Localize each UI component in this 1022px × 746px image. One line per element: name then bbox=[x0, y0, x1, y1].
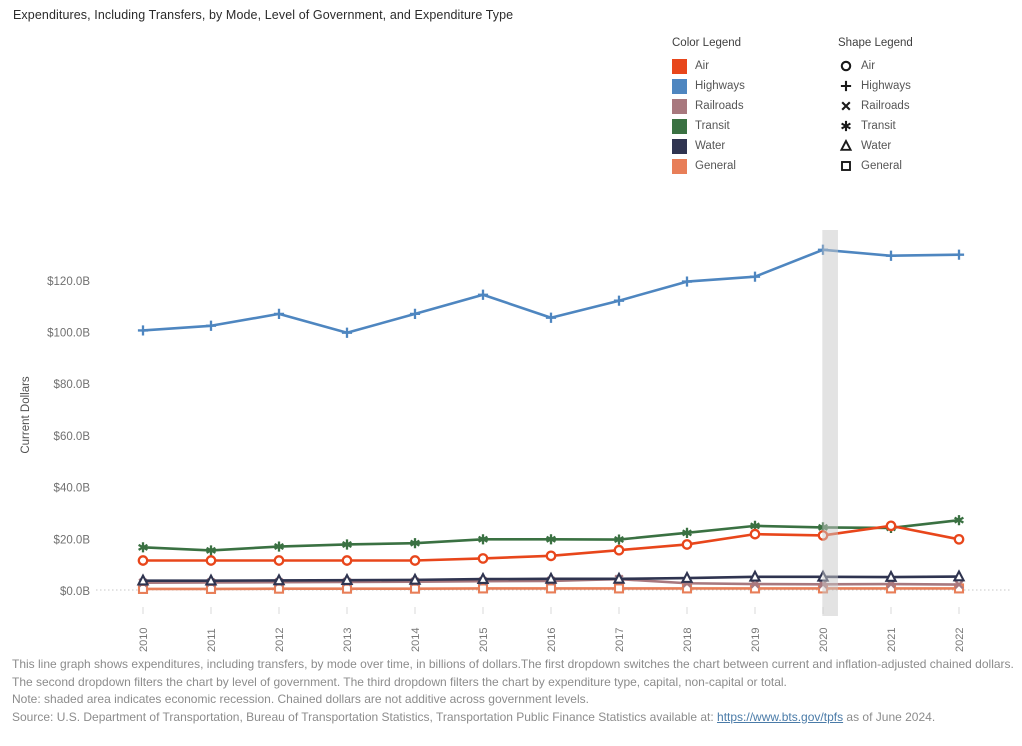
y-tick-label: $20.0B bbox=[53, 534, 90, 547]
series-highways[interactable] bbox=[138, 245, 964, 338]
y-tick-label: $100.0B bbox=[47, 327, 90, 340]
series-transit[interactable] bbox=[139, 515, 964, 555]
x-tick-label: 2016 bbox=[546, 627, 558, 652]
legend-item-label: Transit bbox=[861, 120, 896, 132]
legend-item-label: General bbox=[695, 160, 736, 172]
x-tick-label: 2020 bbox=[818, 627, 830, 652]
series-general[interactable] bbox=[139, 584, 963, 593]
chart-note: Note: shaded area indicates economic recession. Chained dollars are not additive across government levels. bbox=[12, 692, 589, 706]
legend-item-label: Transit bbox=[695, 120, 730, 132]
y-axis bbox=[20, 276, 90, 598]
source-text: Source: U.S. Department of Transportation, Bureau of Transportation Statistics, Transportation Public Finance Statistics available at: bbox=[12, 709, 718, 724]
legend-item-label: Highways bbox=[695, 80, 745, 92]
source-suffix: as of June 2024. bbox=[843, 709, 936, 724]
x-tick-label: 2018 bbox=[682, 627, 694, 652]
x-tick-label: 2011 bbox=[206, 628, 218, 652]
footer bbox=[12, 656, 1014, 726]
x-tick-label: 2015 bbox=[478, 627, 490, 652]
legend-item-label: Air bbox=[695, 60, 710, 72]
shape-legend-title: Shape Legend bbox=[838, 37, 913, 49]
chart-description: This line graph shows expenditures, including transfers, by mode over time, in billions of dollars.The first dropdown switches the chart between current and inflation-adjusted chained dollars. The second dropdown filters the chart by level of government. The third dropdown filters the chart by expenditure type, capital, non-capital or total. bbox=[12, 657, 1014, 689]
legend-item-label: Water bbox=[861, 140, 892, 152]
y-tick-label: $40.0B bbox=[53, 482, 90, 495]
x-tick-label: 2021 bbox=[886, 627, 898, 652]
x-tick-label: 2019 bbox=[750, 627, 762, 652]
y-tick-label: $80.0B bbox=[53, 379, 90, 392]
legend-item-label: General bbox=[861, 160, 902, 172]
x-tick-label: 2010 bbox=[138, 627, 150, 652]
source-link[interactable]: https://www.bts.gov/tpfs bbox=[717, 709, 844, 724]
y-tick-label: $60.0B bbox=[53, 430, 90, 443]
x-tick-label: 2013 bbox=[342, 627, 354, 652]
y-axis-title: Current Dollars bbox=[20, 376, 32, 454]
chart-source bbox=[12, 709, 1014, 727]
x-tick-label: 2022 bbox=[954, 627, 966, 652]
x-tick-label: 2017 bbox=[614, 627, 626, 652]
legend-item-label: Railroads bbox=[695, 100, 744, 112]
chart-title: Expenditures, Including Transfers, by Mode, Level of Government, and Expenditure Type bbox=[13, 8, 514, 22]
y-tick-label: $120.0B bbox=[47, 275, 90, 288]
y-tick-label: $0.0B bbox=[59, 586, 90, 598]
color-legend-title: Color Legend bbox=[672, 37, 742, 49]
x-axis bbox=[138, 607, 966, 652]
recession-band bbox=[822, 230, 838, 616]
legend-item-label: Railroads bbox=[861, 100, 910, 112]
x-tick-label: 2014 bbox=[410, 627, 422, 652]
legend-item-label: Highways bbox=[861, 80, 911, 92]
legend-item-label: Air bbox=[861, 60, 876, 72]
legend-item-label: Water bbox=[695, 140, 726, 152]
x-tick-label: 2012 bbox=[274, 627, 286, 652]
